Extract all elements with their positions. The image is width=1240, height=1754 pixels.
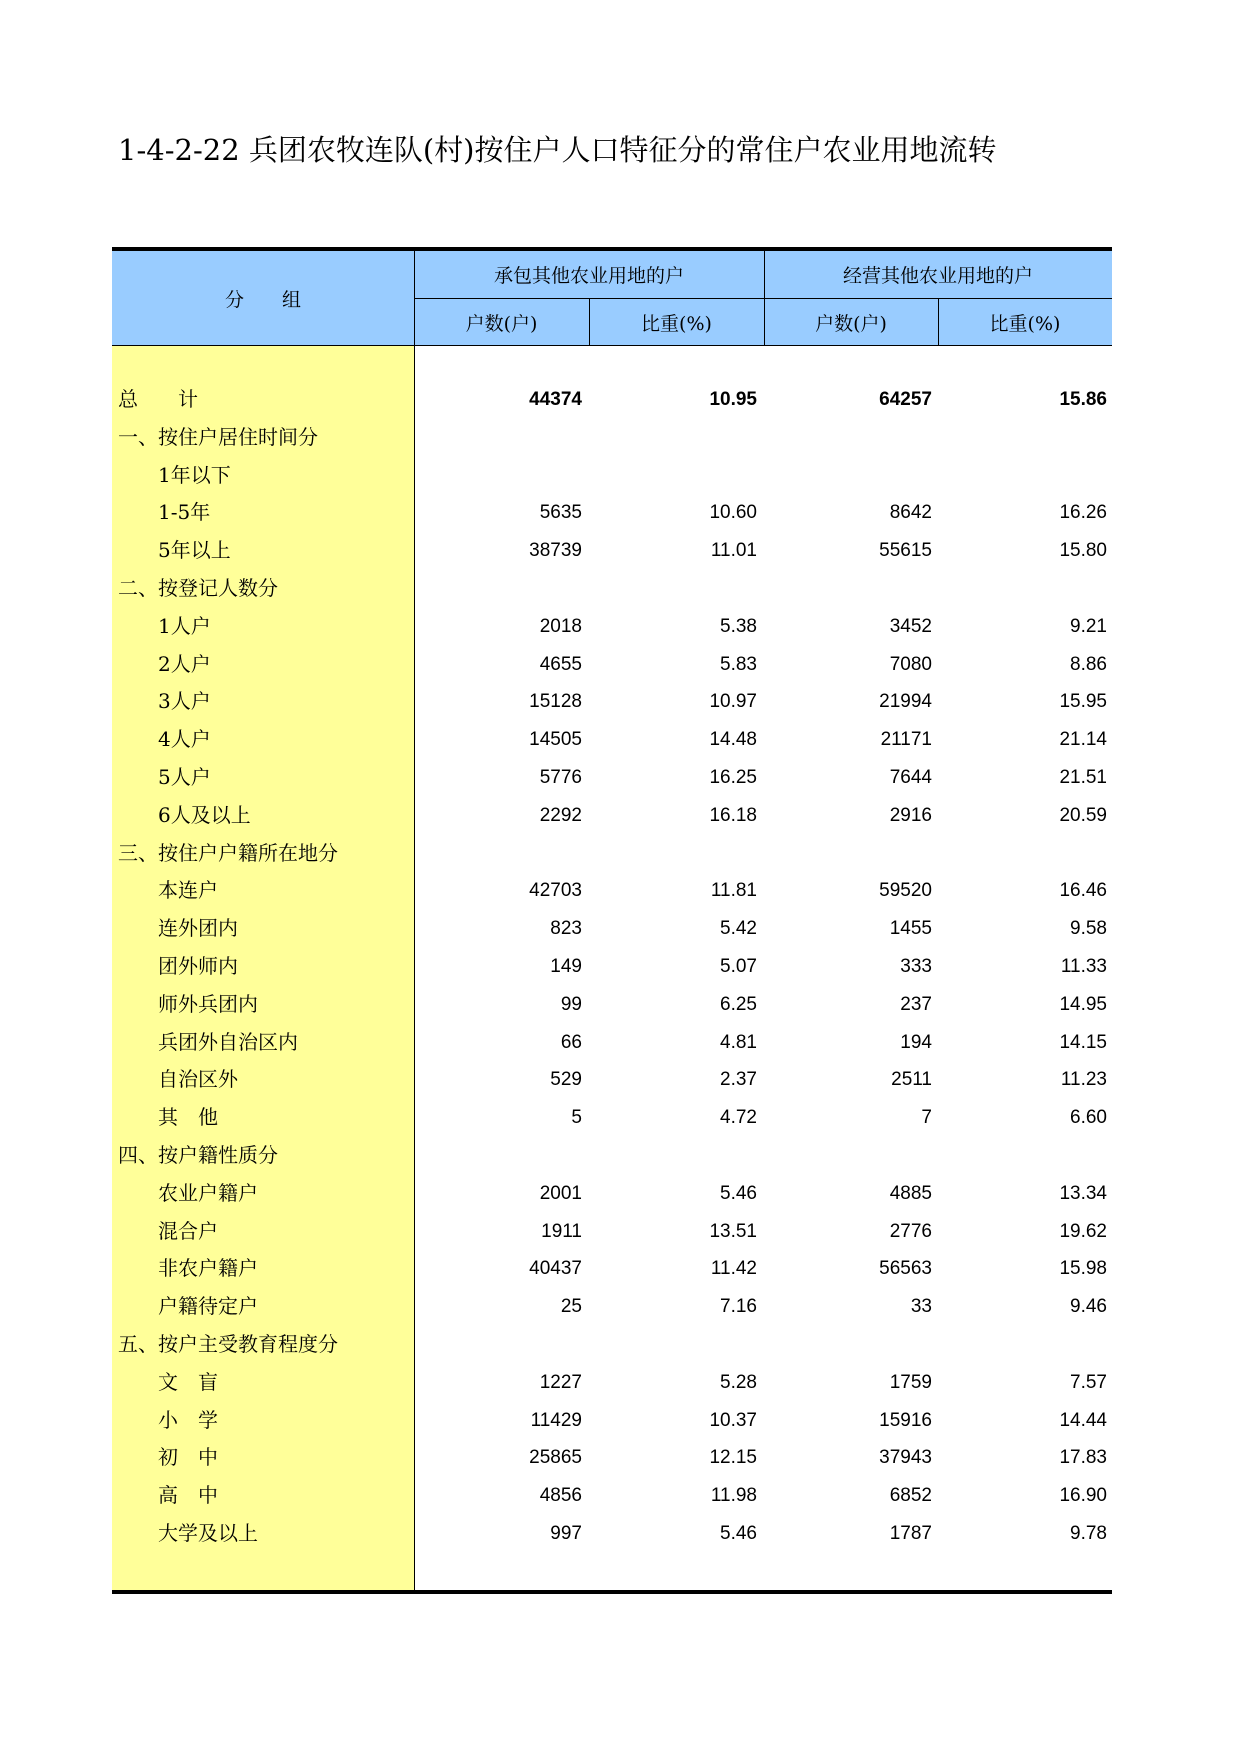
share-a-value: 4.72 [720,1107,757,1129]
share-b-value: 20.59 [1059,804,1107,826]
section-label: 五、按户主受教育程度分 [118,1331,338,1356]
share-a-value: 16.18 [709,804,757,826]
share-b-value: 9.58 [1070,918,1107,940]
table-row [112,1175,1112,1213]
households-b-value: 2916 [889,804,932,826]
households-a-value: 2018 [539,615,582,637]
table-body [112,381,1112,1553]
share-b-value: 8.86 [1070,653,1107,675]
row-label: 兵团外自治区内 [158,1029,298,1054]
households-b-value: 33 [910,1296,932,1318]
households-a-value: 25865 [529,1447,582,1469]
table-row [112,608,1112,646]
share-a-value: 5.38 [720,615,757,637]
share-a-value: 6.25 [720,993,757,1015]
section-label: 四、按户籍性质分 [118,1142,278,1167]
row-label: 自治区外 [158,1067,238,1092]
section-row [112,419,1112,457]
households-a-value: 1911 [541,1220,582,1242]
row-label: 1人户 [158,613,211,638]
households-a-value: 4856 [539,1485,582,1507]
share-a-value: 12.15 [709,1447,757,1469]
section-row [112,570,1112,608]
share-a-value: 5.46 [720,1522,757,1544]
table-row [112,1099,1112,1137]
table-row [112,1061,1112,1099]
share-b-value: 21.14 [1059,729,1107,751]
section-row [112,1326,1112,1364]
row-label: 初 中 [158,1445,218,1470]
households-a-value: 66 [560,1031,582,1053]
group-header: 分 组 [112,251,414,346]
table-row [112,381,1112,419]
households-a-value: 42703 [529,880,582,902]
table-row [112,759,1112,797]
section-row [112,1137,1112,1175]
share-a-value: 5.83 [720,653,757,675]
households-a-value: 5 [571,1107,582,1129]
share-a-value: 10.95 [709,389,757,410]
row-label: 5人户 [158,764,211,789]
row-label: 混合户 [158,1218,218,1243]
households-a-value: 1227 [539,1371,582,1393]
share-b-value: 16.26 [1059,502,1107,524]
table-row [112,872,1112,910]
row-label: 2人户 [158,651,211,676]
households-a-value: 4655 [539,653,582,675]
share-a-value: 5.46 [720,1182,757,1204]
share-b-value: 21.51 [1059,766,1107,788]
households-b-value: 8642 [889,502,932,524]
share-b-value: 9.78 [1070,1522,1107,1544]
share-b-value: 11.33 [1060,955,1107,977]
table-row [112,948,1112,986]
households-b-value: 2511 [891,1069,932,1091]
households-b-value: 1759 [889,1371,932,1393]
table-row [112,721,1112,759]
households-b-value: 7080 [889,653,932,675]
section-row [112,835,1112,873]
row-label: 师外兵团内 [158,991,258,1016]
table-row [112,1439,1112,1477]
share-b-value: 19.62 [1059,1220,1107,1242]
row-label: 小 学 [158,1407,218,1432]
share-b-value: 16.90 [1059,1485,1107,1507]
share-b-value: 7.57 [1070,1371,1107,1393]
households-a-value: 11429 [530,1409,582,1431]
share-a-value: 11.81 [710,880,757,902]
share-a-value: 10.60 [709,502,757,524]
households-b-value: 194 [900,1031,932,1053]
section-label: 三、按住户户籍所在地分 [118,840,338,865]
households-b-header: 户数(户) [764,299,938,346]
share-b-value: 11.23 [1060,1069,1107,1091]
share-b-value: 9.46 [1070,1296,1107,1318]
share-a-value: 14.48 [709,729,757,751]
households-a-value: 40437 [529,1258,582,1280]
households-a-value: 529 [550,1069,582,1091]
row-label: 连外团内 [158,916,238,941]
households-b-value: 6852 [889,1485,932,1507]
share-a-value: 5.28 [720,1371,757,1393]
page-title: 1-4-2-22 兵团农牧连队(村)按住户人口特征分的常住户农业用地流转 [118,133,997,167]
table-row [112,1288,1112,1326]
households-b-value: 56563 [879,1258,932,1280]
row-label: 本连户 [158,878,218,903]
row-label: 6人及以上 [158,802,251,827]
row-label: 高 中 [158,1483,218,1508]
households-b-value: 1787 [889,1522,932,1544]
share-b-value: 14.44 [1059,1409,1107,1431]
households-a-value: 2292 [539,804,582,826]
table-row [112,494,1112,532]
share-a-value: 4.81 [720,1031,757,1053]
table-row [112,532,1112,570]
row-label: 其 他 [158,1105,218,1130]
share-a-value: 2.37 [720,1069,757,1091]
share-a-header: 比重(%) [589,299,764,346]
header-vline [938,299,939,346]
households-a-value: 997 [550,1522,582,1544]
table-row [112,1213,1112,1251]
table-row [112,797,1112,835]
row-label: 5年以上 [158,538,231,563]
table-row [112,1402,1112,1440]
table-row [112,1024,1112,1062]
row-label: 1-5年 [158,500,211,525]
row-label: 总 计 [118,387,198,411]
row-label: 4人户 [158,727,211,752]
households-a-value: 15128 [529,691,582,713]
households-b-value: 59520 [879,880,932,902]
share-b-value: 13.34 [1059,1182,1107,1204]
section-label: 二、按登记人数分 [118,575,278,600]
table-row [112,986,1112,1024]
households-a-value: 44374 [529,389,582,410]
section-label: 一、按住户居住时间分 [118,424,318,449]
table-row [112,1477,1112,1515]
share-a-value: 11.42 [710,1258,757,1280]
row-label: 非农户籍户 [158,1256,258,1281]
households-a-value: 2001 [539,1182,582,1204]
households-b-value: 2776 [889,1220,932,1242]
table-row [112,646,1112,684]
households-b-value: 333 [900,955,932,977]
share-b-value: 14.95 [1059,993,1107,1015]
row-label: 3人户 [158,689,211,714]
share-b-value: 16.46 [1059,880,1107,902]
households-b-value: 3452 [889,615,932,637]
households-b-value: 237 [900,993,932,1015]
table-row [112,1250,1112,1288]
share-a-value: 10.97 [709,691,757,713]
share-b-value: 15.80 [1059,540,1107,562]
share-b-value: 6.60 [1070,1107,1107,1129]
households-b-value: 4885 [889,1182,932,1204]
households-b-value: 21994 [879,691,932,713]
households-a-value: 5635 [539,502,582,524]
share-b-value: 15.95 [1059,691,1107,713]
share-a-value: 11.01 [710,540,757,562]
households-a-value: 99 [560,993,582,1015]
households-a-header: 户数(户) [414,299,589,346]
households-b-value: 21171 [880,729,932,751]
table-row [112,1364,1112,1402]
share-a-value: 5.42 [720,918,757,940]
table-row [112,683,1112,721]
households-a-value: 38739 [529,540,582,562]
contracted-land-header: 承包其他农业用地的户 [414,251,764,298]
households-b-value: 7 [921,1107,932,1129]
share-a-value: 10.37 [709,1409,757,1431]
row-label: 团外师内 [158,953,238,978]
households-a-value: 149 [550,955,582,977]
share-b-value: 15.86 [1059,389,1107,410]
header-vline [589,299,590,346]
row-label: 1年以下 [158,462,231,487]
share-b-header: 比重(%) [938,299,1112,346]
row-label: 户籍待定户 [158,1294,258,1319]
households-b-value: 15916 [879,1409,932,1431]
table-row [112,457,1112,495]
header-vline [764,251,765,346]
operated-land-header: 经营其他农业用地的户 [764,251,1112,298]
table-bottom-rule [112,1590,1112,1594]
households-a-value: 14505 [529,729,582,751]
share-a-value: 16.25 [709,766,757,788]
share-a-value: 13.51 [709,1220,757,1242]
households-a-value: 25 [560,1296,582,1318]
households-a-value: 823 [550,918,582,940]
households-a-value: 5776 [539,766,582,788]
share-b-value: 14.15 [1059,1031,1107,1053]
table-row [112,910,1112,948]
share-a-value: 5.07 [720,955,757,977]
households-b-value: 64257 [879,389,932,410]
share-a-value: 11.98 [710,1485,757,1507]
share-b-value: 9.21 [1070,615,1107,637]
table-row [112,1515,1112,1553]
row-label: 大学及以上 [158,1520,258,1545]
share-b-value: 17.83 [1059,1447,1107,1469]
share-b-value: 15.98 [1059,1258,1107,1280]
households-b-value: 55615 [879,540,932,562]
households-b-value: 7644 [889,766,932,788]
households-b-value: 37943 [879,1447,932,1469]
header-divider [414,298,1112,299]
households-b-value: 1455 [889,918,932,940]
row-label: 农业户籍户 [158,1180,258,1205]
row-label: 文 盲 [158,1369,218,1394]
share-a-value: 7.16 [720,1296,757,1318]
